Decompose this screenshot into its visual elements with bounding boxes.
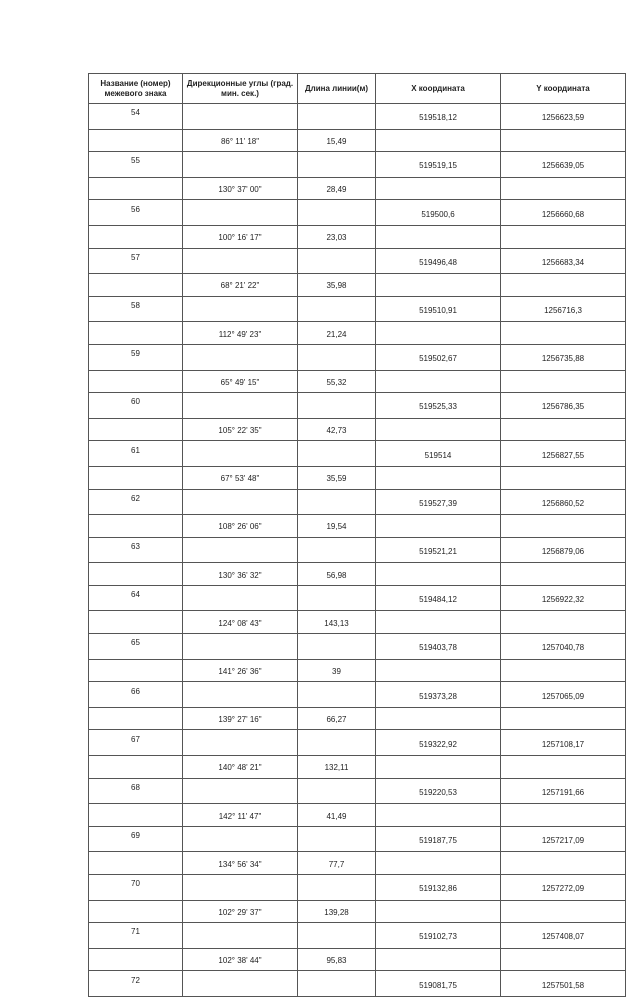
mark-name-cell xyxy=(89,225,183,248)
direction-angle-cell xyxy=(183,875,298,901)
x-coordinate-cell xyxy=(376,756,501,779)
y-coordinate-cell xyxy=(501,804,626,827)
direction-angle-cell xyxy=(183,200,298,226)
mark-name-cell: 60 xyxy=(89,393,183,419)
x-coordinate-cell xyxy=(376,177,501,200)
direction-angle-cell: 100° 16' 17" xyxy=(183,225,298,248)
mark-name-cell: 56 xyxy=(89,200,183,226)
x-coordinate-cell xyxy=(376,370,501,393)
x-coordinate-cell: 519510,91 xyxy=(376,296,501,322)
mark-name-cell: 65 xyxy=(89,634,183,660)
x-coordinate-cell: 519322,92 xyxy=(376,730,501,756)
table-row xyxy=(89,441,626,467)
line-length-cell: 35,98 xyxy=(298,274,376,297)
line-length-cell: 139,28 xyxy=(298,900,376,923)
table-row xyxy=(89,248,626,274)
y-coordinate-cell xyxy=(501,756,626,779)
table-row xyxy=(89,104,626,130)
y-coordinate-cell: 1256639,05 xyxy=(501,152,626,178)
header-y-coordinate: Y координата xyxy=(501,74,626,104)
y-coordinate-cell: 1257408,07 xyxy=(501,923,626,949)
x-coordinate-cell xyxy=(376,852,501,875)
direction-angle-cell: 108° 26' 06" xyxy=(183,515,298,538)
boundary-coordinates-table xyxy=(88,73,626,997)
y-coordinate-cell xyxy=(501,177,626,200)
mark-name-cell: 72 xyxy=(89,971,183,997)
y-coordinate-cell xyxy=(501,466,626,489)
mark-name-cell xyxy=(89,466,183,489)
x-coordinate-cell: 519514 xyxy=(376,441,501,467)
table-row xyxy=(89,393,626,419)
mark-name-cell: 55 xyxy=(89,152,183,178)
mark-name-cell: 59 xyxy=(89,344,183,370)
direction-angle-cell: 141° 26' 36" xyxy=(183,659,298,682)
line-length-cell: 95,83 xyxy=(298,948,376,971)
y-coordinate-cell: 1257065,09 xyxy=(501,682,626,708)
direction-angle-cell: 67° 53' 48" xyxy=(183,466,298,489)
mark-name-cell xyxy=(89,611,183,634)
table-row xyxy=(89,826,626,852)
y-coordinate-cell xyxy=(501,563,626,586)
table-row xyxy=(89,875,626,901)
table-row xyxy=(89,971,626,997)
x-coordinate-cell: 519502,67 xyxy=(376,344,501,370)
mark-name-cell: 68 xyxy=(89,778,183,804)
x-coordinate-cell xyxy=(376,225,501,248)
direction-angle-cell: 102° 38' 44" xyxy=(183,948,298,971)
table-row xyxy=(89,707,626,730)
line-length-cell xyxy=(298,730,376,756)
x-coordinate-cell xyxy=(376,804,501,827)
x-coordinate-cell xyxy=(376,418,501,441)
table-row xyxy=(89,344,626,370)
mark-name-cell: 71 xyxy=(89,923,183,949)
line-length-cell xyxy=(298,875,376,901)
table-row xyxy=(89,152,626,178)
line-length-cell xyxy=(298,393,376,419)
y-coordinate-cell: 1257191,66 xyxy=(501,778,626,804)
y-coordinate-cell xyxy=(501,322,626,345)
line-length-cell xyxy=(298,682,376,708)
y-coordinate-cell: 1257108,17 xyxy=(501,730,626,756)
direction-angle-cell: 142° 11' 47" xyxy=(183,804,298,827)
table-row xyxy=(89,515,626,538)
x-coordinate-cell xyxy=(376,322,501,345)
line-length-cell: 23,03 xyxy=(298,225,376,248)
line-length-cell: 35,59 xyxy=(298,466,376,489)
line-length-cell: 66,27 xyxy=(298,707,376,730)
line-length-cell xyxy=(298,489,376,515)
mark-name-cell xyxy=(89,274,183,297)
mark-name-cell: 64 xyxy=(89,585,183,611)
header-line-length: Длина линии(м) xyxy=(298,74,376,104)
y-coordinate-cell: 1256922,32 xyxy=(501,585,626,611)
mark-name-cell: 66 xyxy=(89,682,183,708)
y-coordinate-cell xyxy=(501,707,626,730)
table-row xyxy=(89,466,626,489)
mark-name-cell: 70 xyxy=(89,875,183,901)
x-coordinate-cell: 519403,78 xyxy=(376,634,501,660)
table-row xyxy=(89,296,626,322)
table-row xyxy=(89,634,626,660)
line-length-cell: 42,73 xyxy=(298,418,376,441)
y-coordinate-cell xyxy=(501,274,626,297)
line-length-cell xyxy=(298,200,376,226)
x-coordinate-cell xyxy=(376,274,501,297)
x-coordinate-cell: 519519,15 xyxy=(376,152,501,178)
x-coordinate-cell xyxy=(376,659,501,682)
direction-angle-cell xyxy=(183,248,298,274)
direction-angle-cell: 102° 29' 37" xyxy=(183,900,298,923)
line-length-cell: 132,11 xyxy=(298,756,376,779)
direction-angle-cell xyxy=(183,826,298,852)
line-length-cell xyxy=(298,152,376,178)
x-coordinate-cell xyxy=(376,466,501,489)
line-length-cell: 55,32 xyxy=(298,370,376,393)
line-length-cell xyxy=(298,826,376,852)
direction-angle-cell xyxy=(183,730,298,756)
direction-angle-cell xyxy=(183,923,298,949)
direction-angle-cell: 112° 49' 23" xyxy=(183,322,298,345)
x-coordinate-cell xyxy=(376,948,501,971)
direction-angle-cell xyxy=(183,441,298,467)
y-coordinate-cell: 1256735,88 xyxy=(501,344,626,370)
x-coordinate-cell xyxy=(376,129,501,152)
mark-name-cell xyxy=(89,418,183,441)
table-row xyxy=(89,923,626,949)
line-length-cell xyxy=(298,585,376,611)
mark-name-cell xyxy=(89,900,183,923)
line-length-cell xyxy=(298,441,376,467)
table-row xyxy=(89,900,626,923)
direction-angle-cell xyxy=(183,585,298,611)
mark-name-cell xyxy=(89,852,183,875)
direction-angle-cell xyxy=(183,393,298,419)
direction-angle-cell: 65° 49' 15" xyxy=(183,370,298,393)
mark-name-cell: 61 xyxy=(89,441,183,467)
line-length-cell: 56,98 xyxy=(298,563,376,586)
mark-name-cell xyxy=(89,804,183,827)
x-coordinate-cell xyxy=(376,515,501,538)
mark-name-cell: 57 xyxy=(89,248,183,274)
table-row xyxy=(89,948,626,971)
mark-name-cell xyxy=(89,515,183,538)
table-row xyxy=(89,129,626,152)
header-direction-angle: Дирекционные углы (град. мин. сек.) xyxy=(183,74,298,104)
table-row xyxy=(89,778,626,804)
mark-name-cell xyxy=(89,129,183,152)
x-coordinate-cell xyxy=(376,611,501,634)
y-coordinate-cell: 1257501,58 xyxy=(501,971,626,997)
mark-name-cell xyxy=(89,322,183,345)
line-length-cell xyxy=(298,634,376,660)
y-coordinate-cell: 1257217,09 xyxy=(501,826,626,852)
line-length-cell xyxy=(298,778,376,804)
table-row xyxy=(89,585,626,611)
x-coordinate-cell: 519500,6 xyxy=(376,200,501,226)
y-coordinate-cell xyxy=(501,948,626,971)
mark-name-cell: 67 xyxy=(89,730,183,756)
line-length-cell: 41,49 xyxy=(298,804,376,827)
y-coordinate-cell xyxy=(501,370,626,393)
mark-name-cell xyxy=(89,563,183,586)
table-row xyxy=(89,322,626,345)
mark-name-cell: 58 xyxy=(89,296,183,322)
mark-name-cell xyxy=(89,756,183,779)
y-coordinate-cell xyxy=(501,515,626,538)
direction-angle-cell xyxy=(183,296,298,322)
direction-angle-cell: 139° 27' 16" xyxy=(183,707,298,730)
table-row xyxy=(89,225,626,248)
y-coordinate-cell: 1256827,55 xyxy=(501,441,626,467)
x-coordinate-cell: 519081,75 xyxy=(376,971,501,997)
direction-angle-cell: 130° 37' 00" xyxy=(183,177,298,200)
y-coordinate-cell: 1256786,35 xyxy=(501,393,626,419)
y-coordinate-cell xyxy=(501,852,626,875)
line-length-cell xyxy=(298,923,376,949)
x-coordinate-cell: 519220,53 xyxy=(376,778,501,804)
line-length-cell xyxy=(298,344,376,370)
line-length-cell xyxy=(298,296,376,322)
x-coordinate-cell: 519525,33 xyxy=(376,393,501,419)
mark-name-cell: 69 xyxy=(89,826,183,852)
mark-name-cell: 54 xyxy=(89,104,183,130)
line-length-cell xyxy=(298,104,376,130)
y-coordinate-cell: 1256660,68 xyxy=(501,200,626,226)
line-length-cell xyxy=(298,971,376,997)
direction-angle-cell xyxy=(183,152,298,178)
line-length-cell: 19,54 xyxy=(298,515,376,538)
table-row xyxy=(89,756,626,779)
table-row xyxy=(89,852,626,875)
y-coordinate-cell xyxy=(501,418,626,441)
mark-name-cell xyxy=(89,177,183,200)
mark-name-cell xyxy=(89,370,183,393)
table-row xyxy=(89,418,626,441)
direction-angle-cell xyxy=(183,971,298,997)
x-coordinate-cell: 519102,73 xyxy=(376,923,501,949)
table-row xyxy=(89,370,626,393)
direction-angle-cell xyxy=(183,489,298,515)
direction-angle-cell: 130° 36' 32" xyxy=(183,563,298,586)
table-row xyxy=(89,804,626,827)
table-row xyxy=(89,200,626,226)
direction-angle-cell: 124° 08' 43" xyxy=(183,611,298,634)
mark-name-cell xyxy=(89,948,183,971)
x-coordinate-cell: 519518,12 xyxy=(376,104,501,130)
mark-name-cell: 63 xyxy=(89,537,183,563)
x-coordinate-cell: 519373,28 xyxy=(376,682,501,708)
y-coordinate-cell xyxy=(501,225,626,248)
line-length-cell: 77,7 xyxy=(298,852,376,875)
direction-angle-cell xyxy=(183,634,298,660)
header-mark-name: Название (номер) межевого знака xyxy=(89,74,183,104)
x-coordinate-cell xyxy=(376,707,501,730)
direction-angle-cell xyxy=(183,778,298,804)
x-coordinate-cell: 519132,86 xyxy=(376,875,501,901)
table-row xyxy=(89,563,626,586)
y-coordinate-cell xyxy=(501,900,626,923)
direction-angle-cell xyxy=(183,104,298,130)
line-length-cell xyxy=(298,248,376,274)
direction-angle-cell: 68° 21' 22" xyxy=(183,274,298,297)
line-length-cell xyxy=(298,537,376,563)
line-length-cell: 21,24 xyxy=(298,322,376,345)
y-coordinate-cell: 1257272,09 xyxy=(501,875,626,901)
line-length-cell: 143,13 xyxy=(298,611,376,634)
direction-angle-cell xyxy=(183,344,298,370)
header-x-coordinate: X координата xyxy=(376,74,501,104)
mark-name-cell xyxy=(89,659,183,682)
table-row xyxy=(89,730,626,756)
line-length-cell: 28,49 xyxy=(298,177,376,200)
x-coordinate-cell: 519521,21 xyxy=(376,537,501,563)
x-coordinate-cell: 519527,39 xyxy=(376,489,501,515)
direction-angle-cell: 140° 48' 21" xyxy=(183,756,298,779)
x-coordinate-cell: 519496,48 xyxy=(376,248,501,274)
y-coordinate-cell: 1256716,3 xyxy=(501,296,626,322)
direction-angle-cell: 105° 22' 35" xyxy=(183,418,298,441)
x-coordinate-cell xyxy=(376,900,501,923)
x-coordinate-cell: 519484,12 xyxy=(376,585,501,611)
table-header-row xyxy=(89,74,626,104)
table-body xyxy=(89,104,626,997)
y-coordinate-cell: 1257040,78 xyxy=(501,634,626,660)
table-row xyxy=(89,177,626,200)
line-length-cell: 15,49 xyxy=(298,129,376,152)
line-length-cell: 39 xyxy=(298,659,376,682)
table-row xyxy=(89,489,626,515)
y-coordinate-cell: 1256623,59 xyxy=(501,104,626,130)
y-coordinate-cell: 1256683,34 xyxy=(501,248,626,274)
table-row xyxy=(89,659,626,682)
table-row xyxy=(89,537,626,563)
table-row xyxy=(89,274,626,297)
y-coordinate-cell xyxy=(501,659,626,682)
direction-angle-cell: 134° 56' 34" xyxy=(183,852,298,875)
x-coordinate-cell xyxy=(376,563,501,586)
table-row xyxy=(89,611,626,634)
direction-angle-cell xyxy=(183,682,298,708)
y-coordinate-cell xyxy=(501,129,626,152)
y-coordinate-cell xyxy=(501,611,626,634)
table-row xyxy=(89,682,626,708)
direction-angle-cell: 86° 11' 18" xyxy=(183,129,298,152)
x-coordinate-cell: 519187,75 xyxy=(376,826,501,852)
mark-name-cell: 62 xyxy=(89,489,183,515)
mark-name-cell xyxy=(89,707,183,730)
y-coordinate-cell: 1256879,06 xyxy=(501,537,626,563)
direction-angle-cell xyxy=(183,537,298,563)
y-coordinate-cell: 1256860,52 xyxy=(501,489,626,515)
